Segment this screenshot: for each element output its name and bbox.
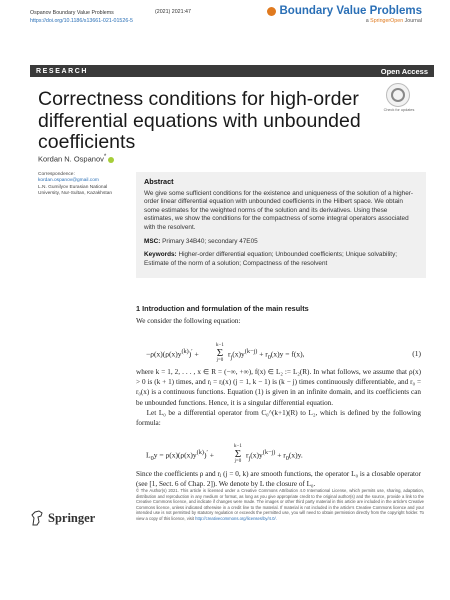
abstract-text: We give some sufficient conditions for the existence and uniqueness of the solution of a higher-order linear differential equation with unbounded coefficients in the Hilbert space. We obtain some estimates for the weighted norms of the solution and its derivatives. Using these estimates, we show the conditions for the compactness of some integral operators associated with the resolvent. [144,189,414,231]
equation-2: $L_0y = \rho(x)(\rho(x)y^{(k)})'$ + k−1 Σ j=0 $r_j(x)y^{(k-j)} + r_0(x)y$. [146,444,303,464]
open-access-label: Open Access [380,66,428,76]
equation-number: (1) [412,349,421,358]
publisher-name: Springer [48,510,96,525]
springer-horse-icon [30,510,44,526]
year-article: (2021) 2021:47 [155,9,191,15]
orcid-icon[interactable] [108,157,114,163]
license-link[interactable]: http://creativecommons.org/licenses/by/4.0/. [195,515,277,521]
running-header [30,9,133,25]
abstract-heading: Abstract [144,177,174,186]
intro-paragraph: We consider the following equation: [136,317,241,325]
paragraph-2: where k = 1, 2, . . . , x ∈ R = (−∞, +∞), f(x) ∈ L₂ := L₂(R). In what follows, we assume that ρ(x) > 0 is (k + 1) times, and rⱼ = rⱼ(x) (j = 1, k − 1) is (k − j) times continuously differentiable, and r₀ = r₀(x) is a continuous functions. Equation (1) is given in an infinite domain, and its coefficients can be unbounded functions. Hence, it is a singular differential equation. Let L₀ be a differential operator from C₀^(k+1)(R) to L₂, which is defined by the following formula: [136,368,421,428]
author-name[interactable]: Kordan N. Ospanov [38,154,104,164]
correspondence-block [38,172,128,197]
article-type: RESEARCH [36,67,89,75]
correspondence-email[interactable]: kordan.ospanov@gmail.com [38,178,99,184]
journal-brand[interactable] [267,5,422,24]
brand-logo-icon [267,7,276,16]
check-for-updates-icon[interactable] [386,83,410,107]
journal-citation: Ospanov Boundary Value Problems [30,10,114,16]
doi-link[interactable]: https://doi.org/10.1186/s13661-021-01526-5 [30,18,133,24]
article-title: Correctness conditions for high-order differential equations with unbounded coefficients [38,88,361,153]
license-text: © The Author(s) 2021. This article is licensed under a Creative Commons Attribution 4.0 International License, which permits use, sharing, adaptation, distribution and reproduction in any medium or format, as long as you give appropriate credit to the original author(s) and the source, provide a link to the Creative Commons licence, and indicate if changes were made. The images or other third party material in this article are included in the article's Creative Commons licence, unless indicated otherwise in a credit line to the material. If material is not included in the article's Creative Commons licence and your intended use is not permitted by statutory regulation or exceeds the permitted use, you will need to obtain permission directly from the copyright holder. To view a copy of this licence, visit http://creativecommons.org/licenses/by/4.0/. [136,488,424,521]
check-for-updates-label: Check for updates [383,108,415,112]
keywords-line: Keywords: Higher-order differential equation; Unbounded coefficients; Unique solvability; Estimate of the norm of a solution; Compactness of the resolvent [144,251,398,267]
affiliation: L.N. Gumilyov Eurasian National University, Nur-Sultan, Kazakhstan [38,184,113,196]
springer-logo[interactable] [30,510,95,526]
section-heading: 1 Introduction and formulation of the main results [136,304,309,313]
paragraph-3: Since the coefficients ρ and rⱼ (j = 0, k) are smooth functions, the operator L₀ is a closable operator (see [1, Sect. 6 of Chap. 2]). We denote by L the closure of L₀. [136,470,421,489]
article-type-bar [30,65,434,77]
equation-1: $-\rho(x)(\rho(x)y^{(k)})'$ + k−1 Σ j=0 $r_j(x)y^{(k-j)} + r_0(x)y = f(x)$, (1) [146,343,421,363]
brand-subtitle: a SpringerOpen Journal [365,18,422,24]
correspondence-label: Correspondence: [38,172,75,177]
author-line: Kordan N. Ospanov* [38,153,114,164]
abstract-box [136,172,426,278]
brand-name: Boundary Value Problems [279,5,422,17]
msc-line: MSC: Primary 34B40; secondary 47E05 [144,237,258,245]
